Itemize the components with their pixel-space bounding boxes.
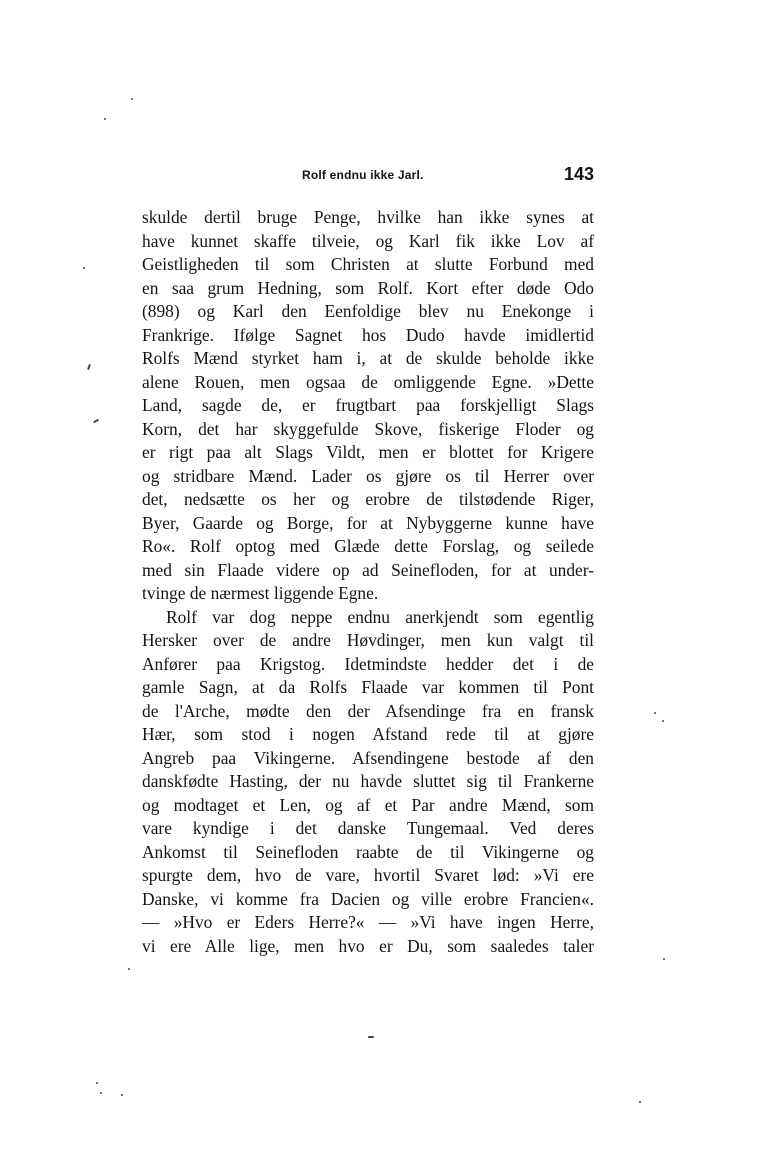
text-line: alene Rouen, men ogsaa de omliggende Egne. »Dette <box>142 371 594 392</box>
scan-speck <box>96 1082 98 1084</box>
running-head <box>142 164 594 188</box>
page-number: 143 <box>563 164 594 184</box>
text-line: skulde dertil bruge Penge, hvilke han ikke synes at <box>142 207 594 227</box>
text-line: Land, sagde de, er frugtbart paa forskjelligt Slags <box>142 395 594 415</box>
text-line: med sin Flaade videre op ad Seinefloden, for at under- <box>142 559 594 580</box>
scan-speck <box>121 1094 123 1096</box>
text-line: danskfødte Hasting, der nu havde sluttet sig til Frankerne <box>142 771 594 791</box>
text-line: Hær, som stod i nogen Afstand rede til at gjøre <box>142 724 594 744</box>
scan-speck <box>131 98 133 100</box>
text-line: vare kyndige i det danske Tungemaal. Ved deres <box>142 818 594 838</box>
text-line: og modtaget et Len, og af et Par andre Mænd, som <box>142 794 594 815</box>
text-line: — »Hvo er Eders Herre?« — »Vi have ingen Herre, <box>142 912 594 932</box>
text-line: gamle Sagn, at da Rolfs Flaade var kommen til Pont <box>142 677 594 697</box>
scan-speck <box>104 118 106 120</box>
scan-speck <box>654 712 656 714</box>
scan-speck <box>663 958 665 960</box>
scan-speck <box>83 267 85 269</box>
text-line: Korn, det har skyggefulde Skove, fiskerige Floder og <box>142 418 594 439</box>
running-title: Rolf endnu ikke Jarl. <box>302 168 424 182</box>
text-line: de l'Arche, mødte den der Afsendinge fra en fransk <box>142 700 594 721</box>
text-line: Ankomst til Seinefloden raabte de til Vikingerne og <box>142 841 594 862</box>
text-line: Byer, Gaarde og Borge, for at Nybyggerne kunne have <box>142 512 594 533</box>
text-line: spurgte dem, hvo de vare, hvortil Svaret lød: »Vi ere <box>142 865 594 885</box>
text-line: (898) og Karl den Eenfoldige blev nu Enekonge i <box>142 301 594 321</box>
text-line: Rolfs Mænd styrket ham i, at de skulde beholde ikke <box>142 348 594 368</box>
body-text <box>142 206 594 958</box>
scan-speck <box>93 419 99 424</box>
text-line: en saa grum Hedning, som Rolf. Kort efter døde Odo <box>142 277 594 298</box>
text-line: det, nedsætte os her og erobre de tilstødende Riger, <box>142 489 594 509</box>
text-line: er rigt paa alt Slags Vildt, men er blottet for Krigere <box>142 442 594 462</box>
text-line: have kunnet skaffe tilveie, og Karl fik ikke Lov af <box>142 230 594 251</box>
scan-speck <box>100 1092 102 1094</box>
text-line: Angreb paa Vikingerne. Afsendingene bestode af den <box>142 747 594 768</box>
text-line: Geistligheden til som Christen at slutte Forbund med <box>142 254 594 274</box>
text-line-paragraph-start: Rolf var dog neppe endnu anerkjendt som egentlig <box>166 606 594 627</box>
scan-speck <box>662 720 664 722</box>
text-line: og stridbare Mænd. Lader os gjøre os til Herrer over <box>142 465 594 486</box>
text-line: Hersker over de andre Høvdinger, men kun valgt til <box>142 630 594 650</box>
scan-speck <box>87 364 91 370</box>
scan-speck <box>368 1036 374 1038</box>
text-line: Frankrige. Ifølge Sagnet hos Dudo havde imidlertid <box>142 324 594 345</box>
text-line: Anfører paa Krigstog. Idetmindste hedder det i de <box>142 653 594 674</box>
text-line: Ro«. Rolf optog med Glæde dette Forslag, og seilede <box>142 536 594 556</box>
text-line: vi ere Alle lige, men hvo er Du, som saaledes taler <box>142 935 594 956</box>
text-line: Danske, vi komme fra Dacien og ville erobre Francien«. <box>142 888 594 909</box>
scan-speck <box>128 968 130 970</box>
scan-speck <box>639 1101 641 1103</box>
text-line-paragraph-end: tvinge de nærmest liggende Egne. <box>142 583 379 603</box>
